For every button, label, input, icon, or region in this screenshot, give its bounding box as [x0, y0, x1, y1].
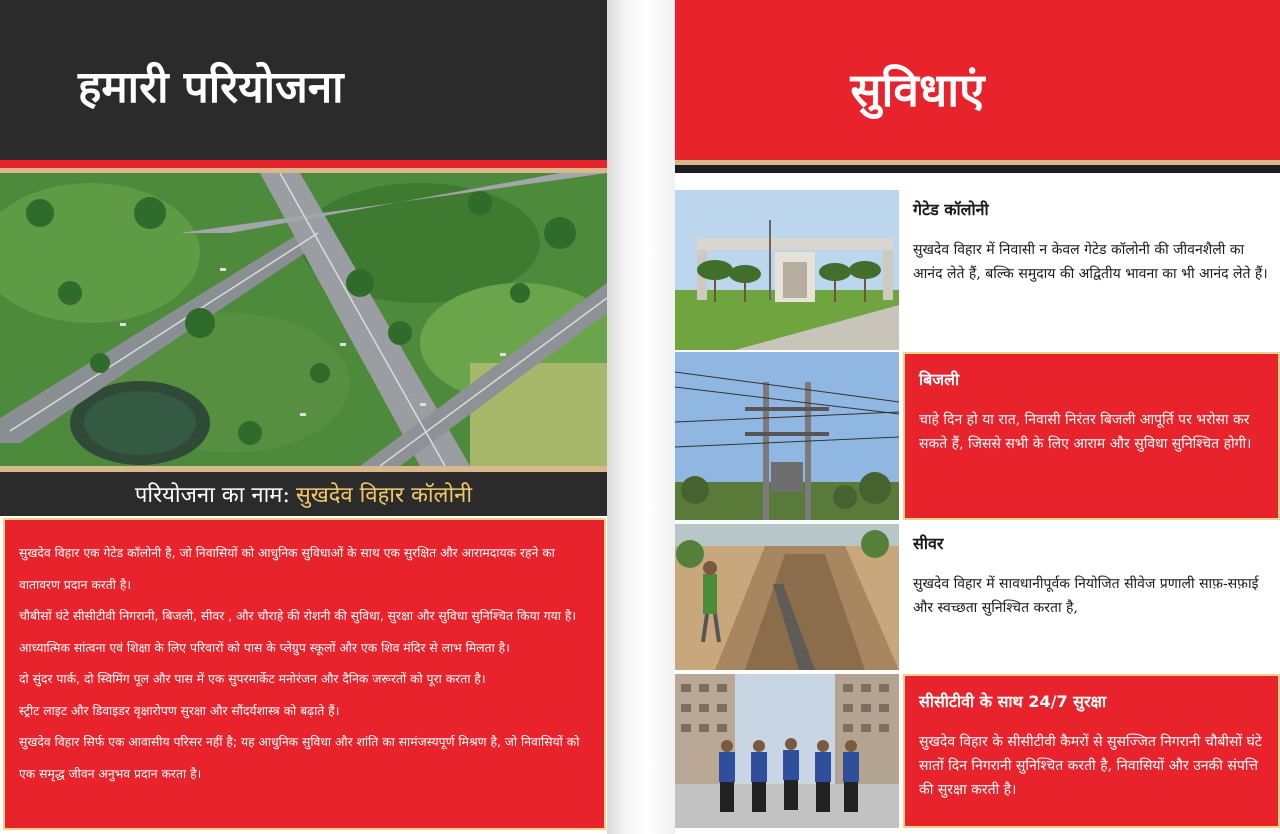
- project-name-value: सुखदेव विहार कॉलोनी: [295, 483, 473, 508]
- feature-cctv-security: [675, 674, 1280, 828]
- sewer-image: [675, 524, 899, 670]
- right-page: [675, 0, 1280, 834]
- feature-description: चाहे दिन हो या रात, निवासी निरंतर बिजली आपूर्ति पर भरोसा कर सकते हैं, जिससे सभी के लिए आराम और सुविधा सुनिश्चित होगी।: [919, 412, 1252, 452]
- left-page-title: हमारी परियोजना: [78, 62, 344, 113]
- cctv-security-text: [903, 674, 1280, 828]
- description-paragraph: सुखदेव विहार सिर्फ एक आवासीय परिसर नहीं है; यह आधुनिक सुविधा और शांति का सामंजस्यपूर्ण मिश्रण है, जो निवासियों को एक समृद्ध जीवन अनुभव प्रदान करता है।: [19, 735, 580, 781]
- aerial-city-image: [0, 173, 607, 466]
- feature-description: सुखदेव विहार में निवासी न केवल गेटेड कॉलोनी की जीवनशैली का आनंद लेते हैं, बल्कि समुदाय की अद्वितीय भावना का भी आनंद लेते हैं।: [913, 242, 1268, 282]
- feature-title: सीवर: [913, 534, 944, 553]
- left-page: [0, 0, 607, 834]
- feature-title: सीसीटीवी के साथ 24/7 सुरक्षा: [919, 692, 1107, 711]
- project-description: [3, 518, 606, 830]
- feature-sewer: [675, 524, 1280, 670]
- project-name-label: परियोजना का नाम:: [134, 483, 290, 508]
- sewer-text: [903, 524, 1280, 670]
- description-paragraph: स्ट्रीट लाइट और डिवाइडर वृक्षारोपण सुरक्षा और सौंदर्यशास्त्र को बढ़ाते हैं।: [19, 703, 340, 718]
- description-paragraph: दो सुंदर पार्क, दो स्विमिंग पूल और पास में एक सुपरमार्केट मनोरंजन और दैनिक जरूरतों को पूरा करता है।: [19, 672, 486, 686]
- feature-description: सुखदेव विहार के सीसीटीवी कैमरों से सुसज्जित निगरानी चौबीसों घंटे सातों दिन निगरानी सुनिश्चित करती है, निवासियों और उनकी संपत्ति की सुरक्षा करती है।: [919, 734, 1262, 798]
- right-page-title: सुविधाएं: [850, 63, 985, 117]
- page-gutter: [607, 0, 675, 834]
- divider-red: [0, 160, 607, 168]
- description-paragraph: आध्यात्मिक सांत्वना एवं शिक्षा के लिए परिवारों को पास के प्लेग्रुप स्कूलों और एक शिव मंदिर से लाभ मिलता है।: [19, 640, 510, 655]
- gated-colony-image: [675, 190, 899, 350]
- feature-description: सुखदेव विहार में सावधानीपूर्वक नियोजित सीवेज प्रणाली साफ़-सफ़ाई और स्वच्छता सुनिश्चित करता है,: [913, 576, 1259, 616]
- electricity-image: [675, 352, 899, 520]
- divider-dark: [675, 165, 1280, 173]
- description-paragraph: सुखदेव विहार एक गेटेड कॉलोनी है, जो निवासियों को आधुनिक सुविधाओं के साथ एक सुरक्षित और आरामदायक रहने का वातावरण प्रदान करती है।: [19, 546, 555, 592]
- gated-colony-text: [903, 190, 1280, 350]
- electricity-text: [903, 352, 1280, 520]
- security-guards-image: [675, 674, 899, 828]
- feature-gated-colony: [675, 190, 1280, 350]
- feature-title: गेटेड कॉलोनी: [913, 200, 989, 219]
- description-paragraph: चौबीसों घंटे सीसीटीवी निगरानी, बिजली, सीवर , और चौराहे की रोशनी की सुविधा, सुरक्षा और सुविधा सुनिश्चित किया गया है।: [19, 609, 577, 623]
- feature-electricity: [675, 352, 1280, 520]
- project-name-bar: [0, 472, 607, 516]
- left-header: [0, 0, 607, 160]
- right-header: [675, 0, 1280, 160]
- feature-title: बिजली: [919, 370, 960, 389]
